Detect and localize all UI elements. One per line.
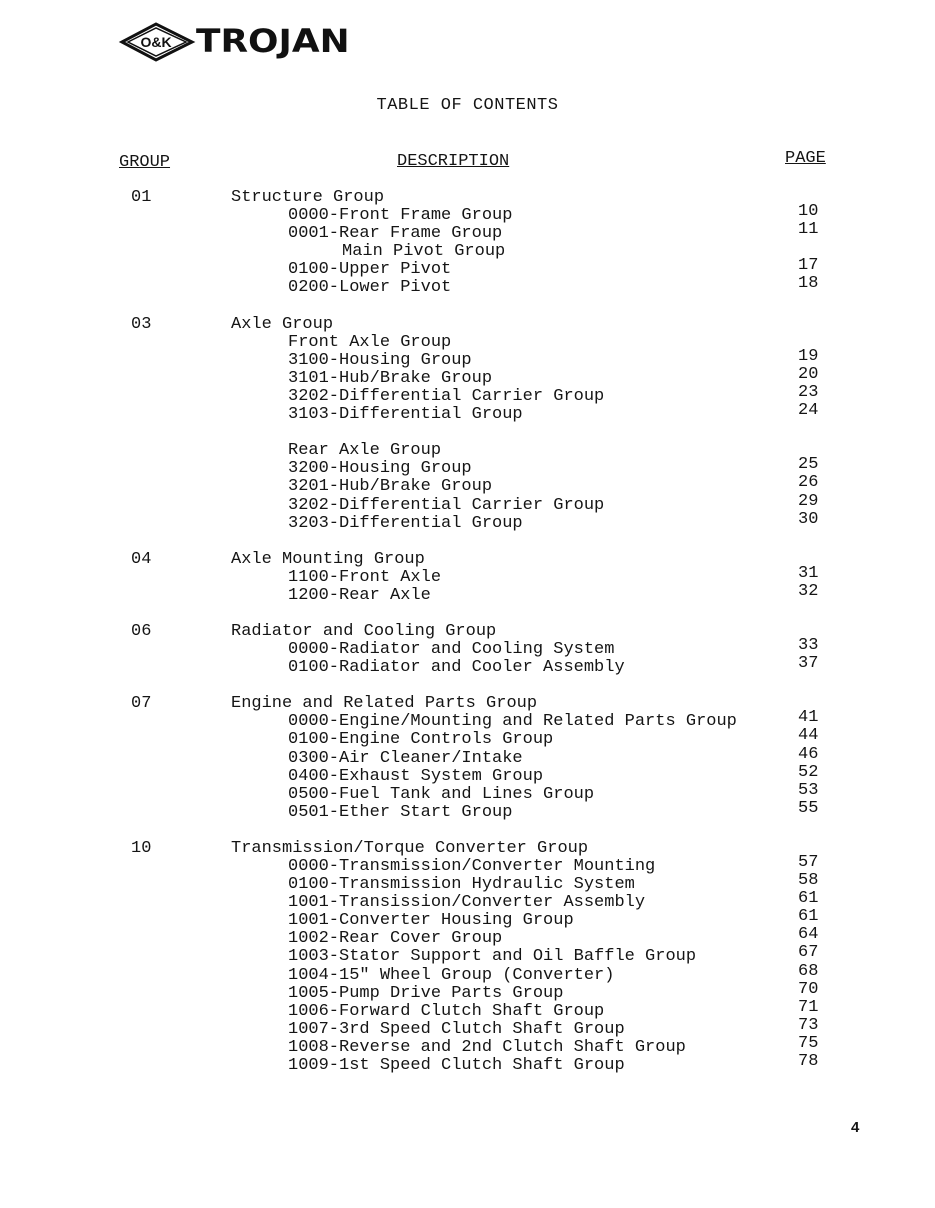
entry-page-number: 29 — [798, 491, 819, 511]
toc-section — [0, 840, 935, 1075]
entry-page-number: 32 — [798, 581, 819, 601]
entry-description: 0200-Lower Pivot — [288, 278, 452, 298]
group-number: 10 — [131, 838, 152, 858]
group-title: Axle Group — [231, 314, 334, 334]
toc-section-heading — [0, 695, 935, 713]
entry-page-number: 53 — [798, 780, 819, 800]
entry-page-number: 75 — [798, 1033, 819, 1053]
entry-description: 1003-Stator Support and Oil Baffle Group — [288, 947, 697, 967]
entry-page-number: 25 — [798, 455, 819, 475]
entry-page-number: 31 — [798, 563, 819, 583]
entry-description: 3101-Hub/Brake Group — [288, 368, 493, 388]
entry-page-number: 20 — [798, 364, 819, 384]
group-number: 01 — [131, 188, 152, 207]
toc-entry — [0, 1052, 935, 1076]
toc-section-heading — [0, 189, 935, 207]
entry-page-number: 33 — [798, 636, 819, 656]
toc-entry — [0, 1015, 935, 1039]
toc-section-heading — [0, 623, 935, 641]
entry-description: 0000-Engine/Mounting and Related Parts Group — [288, 712, 737, 732]
toc-section-heading — [0, 316, 935, 334]
entry-description: 0100-Transmission Hydraulic System — [288, 875, 635, 895]
group-number: 04 — [131, 549, 152, 569]
toc-entry — [0, 744, 935, 768]
entry-description: 0300-Air Cleaner/Intake — [288, 748, 523, 768]
group-number: 07 — [131, 694, 152, 714]
toc-entry — [0, 925, 935, 949]
toc-entry — [0, 581, 935, 605]
entry-page-number: 11 — [798, 220, 819, 240]
toc-entry — [0, 636, 935, 660]
toc-entry — [0, 382, 935, 406]
entry-description: 1100-Front Axle — [288, 567, 442, 587]
entry-page-number: 57 — [798, 853, 819, 872]
entry-description: 1009-1st Speed Clutch Shaft Group — [288, 1056, 625, 1076]
toc-entry — [0, 442, 935, 460]
entry-page-number: 70 — [798, 979, 819, 999]
section-spacer — [0, 677, 935, 695]
entry-page-number: 73 — [798, 1015, 819, 1035]
toc-section-heading — [0, 551, 935, 569]
entry-description: 3103-Differential Group — [288, 405, 523, 425]
toc-section — [0, 316, 935, 533]
company-logo — [118, 22, 380, 62]
entry-page-number: 23 — [798, 382, 819, 402]
entry-description: 3202-Differential Carrier Group — [288, 386, 605, 406]
entry-description: 0000-Radiator and Cooling System — [288, 640, 615, 660]
entry-page-number: 44 — [798, 726, 819, 746]
toc-entry — [0, 871, 935, 895]
toc-entry — [0, 907, 935, 931]
entry-description: 1001-Converter Housing Group — [288, 911, 574, 931]
group-title: Engine and Related Parts Group — [231, 694, 538, 714]
entry-description: 1001-Transission/Converter Assembly — [288, 893, 646, 913]
entry-description: 0000-Transmission/Converter Mounting — [288, 857, 656, 876]
entry-page-number: 41 — [798, 708, 819, 728]
svg-text:O&K: O&K — [140, 34, 172, 50]
group-number: 03 — [131, 314, 152, 334]
toc-entry — [0, 274, 935, 298]
entry-page-number: 46 — [798, 744, 819, 764]
entry-page-number: 26 — [798, 473, 819, 493]
column-header-group: GROUP — [119, 153, 171, 172]
entry-description: 1008-Reverse and 2nd Clutch Shaft Group — [288, 1037, 686, 1057]
entry-page-number: 61 — [798, 907, 819, 927]
toc-entry — [0, 243, 935, 261]
entry-page-number: 10 — [798, 202, 819, 222]
entry-description: 3100-Housing Group — [288, 350, 472, 370]
group-title: Radiator and Cooling Group — [231, 621, 497, 641]
toc-entry — [0, 762, 935, 786]
section-spacer — [0, 822, 935, 840]
entry-page-number: 64 — [798, 925, 819, 945]
entry-page-number: 71 — [798, 997, 819, 1017]
column-header-description: DESCRIPTION — [397, 152, 510, 171]
table-of-contents — [0, 189, 935, 1075]
toc-entry — [0, 798, 935, 822]
entry-page-number: 52 — [798, 762, 819, 782]
entry-page-number: 30 — [798, 509, 819, 529]
toc-entry — [0, 853, 935, 876]
toc-entry — [0, 889, 935, 913]
entry-description: 3203-Differential Group — [288, 513, 523, 533]
toc-section — [0, 551, 935, 605]
toc-entry — [0, 997, 935, 1021]
ok-diamond-icon — [118, 22, 198, 62]
toc-entry — [0, 979, 935, 1003]
toc-entry — [0, 563, 935, 587]
entry-page-number: 37 — [798, 654, 819, 674]
entry-description: 1005-Pump Drive Parts Group — [288, 983, 564, 1003]
section-spacer — [0, 533, 935, 551]
toc-entry — [0, 654, 935, 678]
toc-entry — [0, 708, 935, 732]
entry-page-number: 58 — [798, 871, 819, 891]
entry-page-number: 68 — [798, 961, 819, 981]
toc-entry — [0, 780, 935, 804]
group-number: 06 — [131, 621, 152, 641]
entry-description: 3201-Hub/Brake Group — [288, 477, 493, 497]
page-title: TABLE OF CONTENTS — [376, 96, 559, 115]
entry-description: 1004-15" Wheel Group (Converter) — [288, 965, 615, 985]
entry-page-number: 67 — [798, 943, 819, 963]
entry-description: 1007-3rd Speed Clutch Shaft Group — [288, 1019, 625, 1039]
entry-description: 1200-Rear Axle — [288, 585, 431, 605]
entry-description: 0000-Front Frame Group — [288, 206, 513, 226]
toc-entry — [0, 961, 935, 985]
group-title: Structure Group — [231, 188, 385, 207]
entry-description: 1006-Forward Clutch Shaft Group — [288, 1001, 605, 1021]
toc-section — [0, 623, 935, 677]
toc-entry — [0, 1033, 935, 1057]
toc-entry — [0, 491, 935, 515]
logo-wordmark: TROJAN — [196, 22, 350, 60]
toc-entry — [0, 473, 935, 497]
entry-description: 0100-Radiator and Cooler Assembly — [288, 658, 625, 678]
entry-page-number: 61 — [798, 889, 819, 909]
group-title: Transmission/Torque Converter Group — [231, 838, 589, 858]
toc-entry — [0, 346, 935, 370]
entry-description: 0100-Upper Pivot — [288, 260, 452, 280]
section-spacer — [0, 605, 935, 623]
entry-description: Main Pivot Group — [342, 242, 506, 262]
toc-entry — [0, 220, 935, 244]
entry-page-number: 55 — [798, 798, 819, 818]
entry-description: 0100-Engine Controls Group — [288, 730, 554, 750]
entry-description: 0001-Rear Frame Group — [288, 224, 503, 244]
toc-entry — [0, 256, 935, 280]
toc-section — [0, 695, 935, 822]
toc-section — [0, 189, 935, 298]
entry-page-number: 18 — [798, 274, 819, 294]
toc-entry — [0, 401, 935, 425]
entry-description: 0500-Fuel Tank and Lines Group — [288, 784, 595, 804]
toc-entry — [0, 943, 935, 967]
entry-description: Rear Axle Group — [288, 441, 442, 461]
toc-entry — [0, 202, 935, 226]
entry-page-number: 19 — [798, 346, 819, 366]
toc-entry — [0, 726, 935, 750]
entry-page-number: 24 — [798, 401, 819, 421]
column-header-page: PAGE — [785, 149, 826, 168]
entry-description: 0400-Exhaust System Group — [288, 766, 544, 786]
entry-description: 0501-Ether Start Group — [288, 802, 513, 822]
page-number: 4 — [851, 1119, 860, 1136]
toc-entry — [0, 455, 935, 479]
entry-description: 3202-Differential Carrier Group — [288, 495, 605, 515]
entry-description: 1002-Rear Cover Group — [288, 929, 503, 949]
toc-entry — [0, 509, 935, 533]
toc-section-heading — [0, 840, 935, 858]
section-spacer — [0, 298, 935, 316]
entry-page-number: 17 — [798, 256, 819, 276]
group-title: Axle Mounting Group — [231, 549, 425, 569]
entry-description: Front Axle Group — [288, 332, 452, 352]
entry-description: 3200-Housing Group — [288, 459, 472, 479]
toc-entry — [0, 334, 935, 352]
toc-entry — [0, 424, 935, 442]
entry-page-number: 78 — [798, 1052, 819, 1072]
toc-entry — [0, 364, 935, 388]
